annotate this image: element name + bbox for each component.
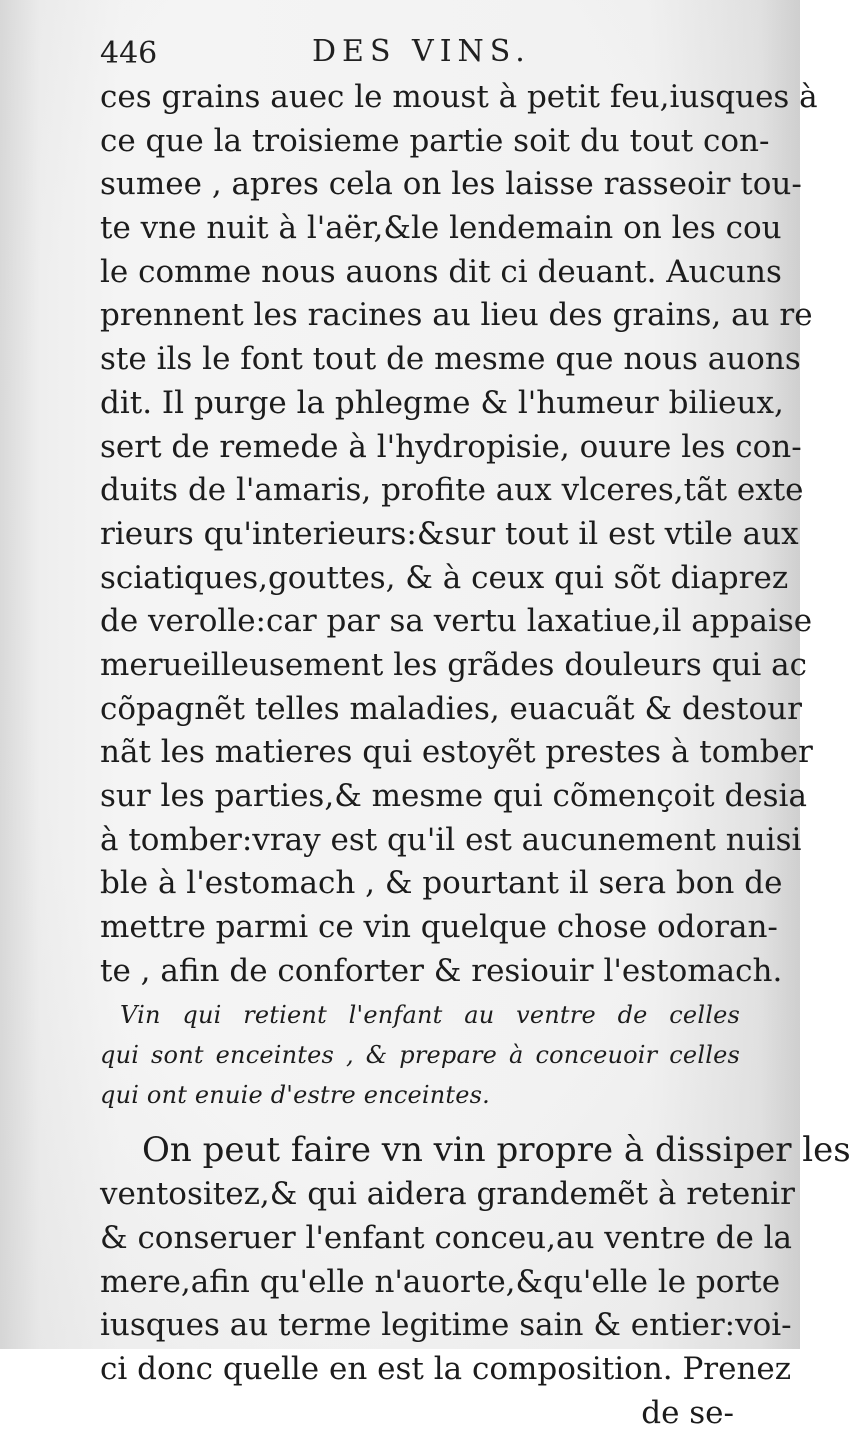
text-line: te , afin de conforter & resiouir l'estomach. (100, 952, 783, 989)
first-paragraph (100, 76, 818, 993)
text-line: merueilleusement les grãdes douleurs qui ac (100, 646, 808, 683)
text-block (100, 76, 851, 1435)
text-line: duits de l'amaris, profite aux vlceres,tãt exte (100, 472, 804, 509)
text-line: mettre parmi ce vin quelque chose odoran- (100, 909, 778, 946)
text-line: ste ils le font tout de mesme que nous auons (100, 341, 801, 378)
section-gap (100, 1115, 740, 1129)
page-number: 446 (100, 36, 158, 71)
text-line: à tomber:vray est qu'il est aucunement nuisi (100, 821, 802, 858)
text-line: de verolle:car par sa vertu laxatiue,il appaise (100, 603, 813, 640)
text-line: ces grains auec le moust à petit feu,iusques à (100, 79, 818, 115)
text-line: ci donc quelle en est la composition. Prenez (100, 1350, 792, 1387)
text-line: rieurs qu'interieurs:&sur tout il est vtile aux (100, 515, 799, 552)
section-heading-line: qui ont enuie d'estre enceintes. (100, 1081, 490, 1110)
text-line: dit. Il purge la phlegme & l'humeur bilieux, (100, 384, 784, 421)
running-title: DES VINS. (312, 34, 531, 69)
section-heading-line: qui sont enceintes , & prepare à conceuoir celles (100, 1041, 740, 1070)
running-head (0, 30, 800, 80)
text-line: mere,afin qu'elle n'auorte,&qu'elle le porte (100, 1263, 781, 1300)
text-line: sur les parties,& mesme qui cõmençoit desia (100, 778, 807, 814)
text-line: & conseruer l'enfant conceu,au ventre de la (100, 1219, 793, 1256)
text-line: sumee , apres cela on les laisse rasseoir tou- (100, 166, 802, 203)
text-line: le comme nous auons dit ci deuant. Aucuns (100, 253, 782, 290)
text-line: cõpagnẽt telles maladies, euacuãt & destour (100, 690, 802, 727)
text-line: nãt les matieres qui estoyẽt prestes à tomber (100, 734, 813, 771)
catchword: de se- (641, 1394, 734, 1431)
section-heading (100, 995, 740, 1115)
text-line: ce que la troisieme partie soit du tout con- (100, 122, 770, 159)
text-line: prennent les racines au lieu des grains, au re (100, 297, 813, 334)
second-paragraph (100, 1129, 851, 1391)
text-line: sert de remede à l'hydropisie, ouure les con- (100, 428, 802, 465)
section-heading-line: Vin qui retient l'enfant au ventre de celles (120, 1001, 740, 1030)
text-line: ventositez,& qui aidera grandemẽt à retenir (100, 1176, 795, 1213)
text-line: On peut faire vn vin propre à dissiper les (142, 1130, 851, 1171)
text-line: ble à l'estomach , & pourtant il sera bon de (100, 865, 783, 902)
text-line: sciatiques,gouttes, & à ceux qui sõt diaprez (100, 559, 789, 596)
text-line: te vne nuit à l'aër,&le lendemain on les cou (100, 210, 782, 247)
text-line: iusques au terme legitime sain & entier:voi- (100, 1307, 792, 1344)
